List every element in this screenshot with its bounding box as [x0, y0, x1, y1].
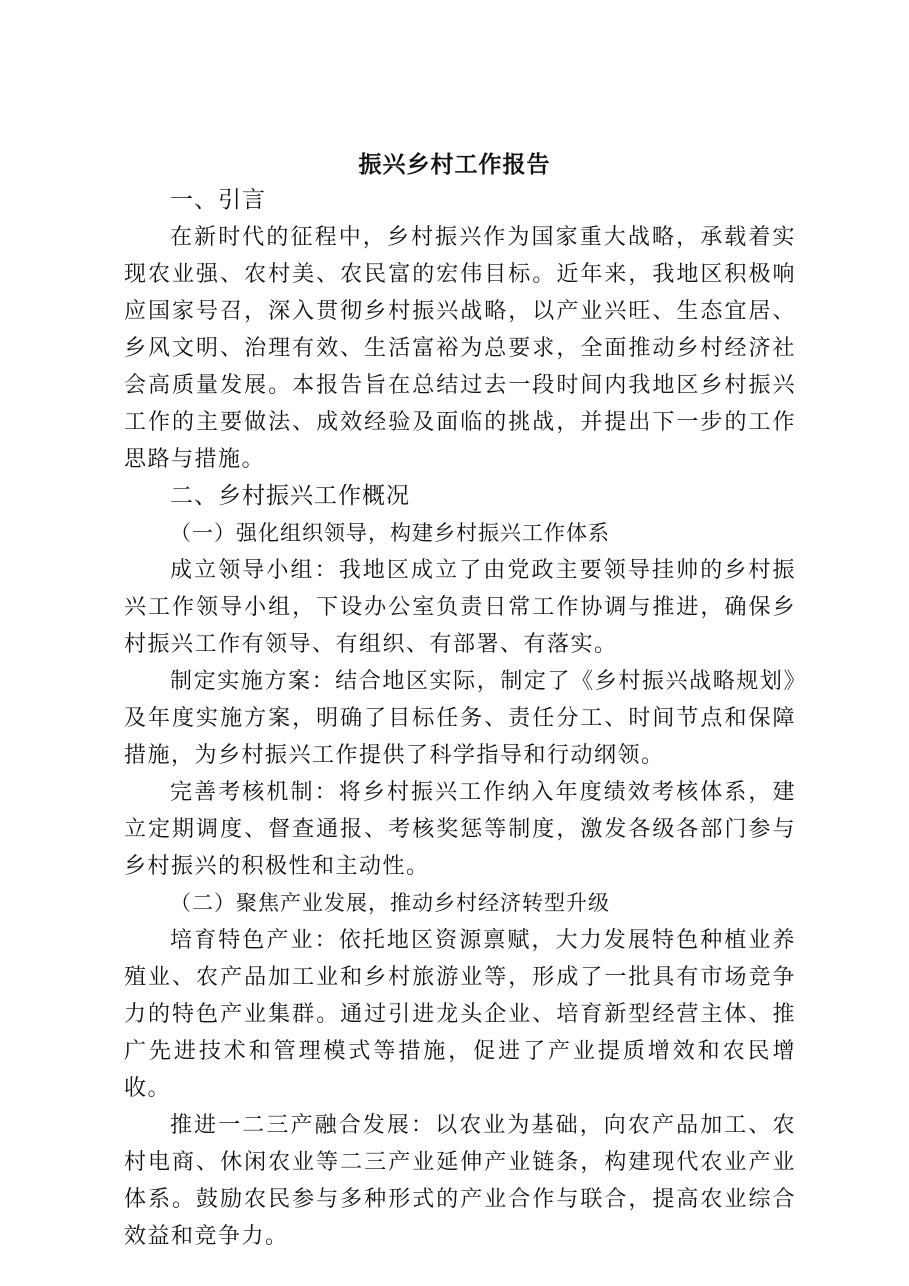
section-heading-introduction: 一、引言 [170, 187, 266, 213]
paragraph-industry-integration: 推进一二三产融合发展：以农业为基础，向农产品加工、农村电商、休闲农业等二三产业延伸产业链条，构建现代农业产业体系。鼓励农民参与多种形式的产业合作与联合，提高农业综合效益和竞争力。 [124, 1113, 796, 1249]
subsection-heading-organization: （一）强化组织领导，构建乡村振兴工作体系 [170, 521, 610, 545]
paragraph-featured-industry: 培育特色产业：依托地区资源禀赋，大力发展特色种植业养殖业、农产品加工业和乡村旅游业等，形成了一批具有市场竞争力的特色产业集群。通过引进龙头企业、培育新型经营主体、推广先进技术和管理模式等措施，促进了产业提质增效和农民增收。 [124, 928, 796, 1101]
document-title: 振兴乡村工作报告 [358, 151, 551, 178]
subsection-heading-industry: （二）聚焦产业发展，推动乡村经济转型升级 [170, 891, 610, 915]
paragraph-assessment-mechanism: 完善考核机制：将乡村振兴工作纳入年度绩效考核体系，建立定期调度、督查通报、考核奖惩等制度，激发各级各部门参与乡村振兴的积极性和主动性。 [124, 780, 796, 879]
paragraph-leading-group: 成立领导小组：我地区成立了由党政主要领导挂帅的乡村振兴工作领导小组，下设办公室负责日常工作协调与推进，确保乡村振兴工作有领导、有组织、有部署、有落实。 [124, 558, 796, 657]
section-heading-overview: 二、乡村振兴工作概况 [170, 483, 410, 509]
document-body [124, 182, 796, 1255]
paragraph-introduction: 在新时代的征程中，乡村振兴作为国家重大战略，承载着实现农业强、农村美、农民富的宏伟目标。近年来，我地区积极响应国家号召，深入贯彻乡村振兴战略，以产业兴旺、生态宜居、乡风文明、治理有效、生活富裕为总要求，全面推动乡村经济社会高质量发展。本报告旨在总结过去一段时间内我地区乡村振兴工作的主要做法、成效经验及面临的挑战，并提出下一步的工作思路与措施。 [124, 225, 796, 472]
paragraph-implementation-plan: 制定实施方案：结合地区实际，制定了《乡村振兴战略规划》及年度实施方案，明确了目标任务、责任分工、时间节点和保障措施，为乡村振兴工作提供了科学指导和行动纲领。 [124, 669, 796, 768]
